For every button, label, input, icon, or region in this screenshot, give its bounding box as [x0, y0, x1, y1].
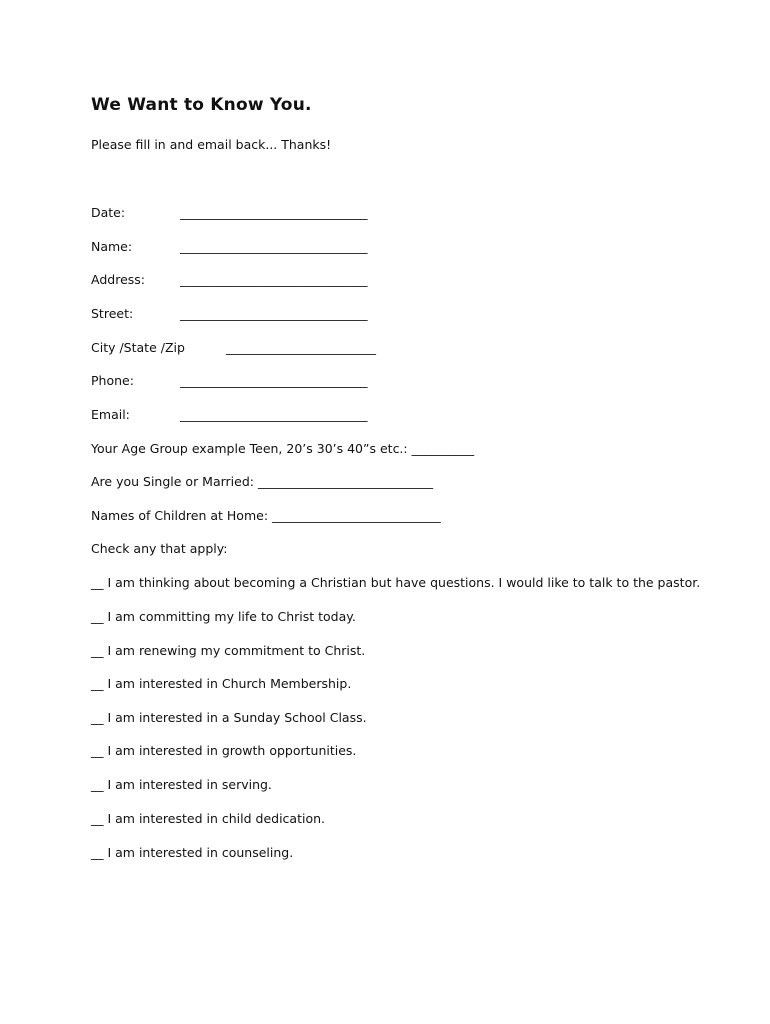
checklist-item-church-membership[interactable]: __ I am interested in Church Membership.	[91, 676, 352, 691]
page-title: We Want to Know You.	[91, 95, 312, 115]
age-group-question[interactable]: Your Age Group example Teen, 20’s 30’s 40”s etc.: __________	[91, 441, 475, 456]
checklist-item-growth-opportunities[interactable]: __ I am interested in growth opportunities.	[91, 743, 357, 758]
checklist-item-committing-life[interactable]: __ I am committing my life to Christ today.	[91, 609, 356, 624]
city-state-zip-field[interactable]: ________________________	[226, 340, 376, 355]
city-state-zip-label: City /State /Zip	[91, 340, 185, 355]
street-field[interactable]: ______________________________	[180, 306, 368, 321]
phone-label: Phone:	[91, 373, 134, 388]
street-label: Street:	[91, 306, 134, 321]
marital-status-question[interactable]: Are you Single or Married: ____________________________	[91, 474, 433, 489]
address-field[interactable]: ______________________________	[180, 272, 368, 287]
checklist-item-child-dedication[interactable]: __ I am interested in child dedication.	[91, 811, 325, 826]
address-label: Address:	[91, 272, 145, 287]
date-label: Date:	[91, 205, 126, 220]
name-field[interactable]: ______________________________	[180, 239, 368, 254]
checklist-intro: Check any that apply:	[91, 541, 228, 556]
checklist-item-sunday-school[interactable]: __ I am interested in a Sunday School Class.	[91, 710, 367, 725]
checklist-item-serving[interactable]: __ I am interested in serving.	[91, 777, 272, 792]
checklist-item-renewing-commitment[interactable]: __ I am renewing my commitment to Christ.	[91, 643, 366, 658]
email-field[interactable]: ______________________________	[180, 407, 368, 422]
phone-field[interactable]: ______________________________	[180, 373, 368, 388]
name-label: Name:	[91, 239, 133, 254]
children-names-question[interactable]: Names of Children at Home: ___________________________	[91, 508, 441, 523]
checklist-item-counseling[interactable]: __ I am interested in counseling.	[91, 845, 294, 860]
page-subtitle: Please fill in and email back... Thanks!	[91, 137, 332, 152]
checklist-item-talk-to-pastor[interactable]: __ I am thinking about becoming a Christian but have questions. I would like to talk to the pastor.	[91, 575, 701, 590]
date-field[interactable]: ______________________________	[180, 205, 368, 220]
email-label: Email:	[91, 407, 130, 422]
